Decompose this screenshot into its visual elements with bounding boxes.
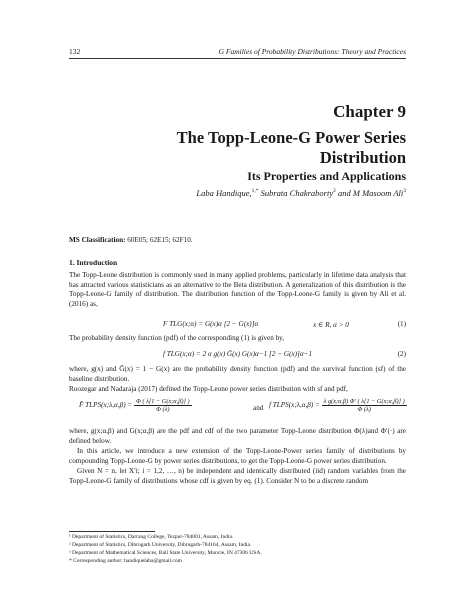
chapter-title-line1: The Topp-Leone-G Power Series bbox=[176, 128, 406, 147]
author-2: Subrata Chakraborty bbox=[258, 188, 334, 198]
equation-3-pdf-lhs: f TLPS(x;λ,α,β) = bbox=[269, 401, 320, 410]
section-heading: 1. Introduction bbox=[69, 258, 118, 267]
author-2-marks: 2 bbox=[333, 188, 336, 195]
equation-3-sf-denominator: Φ (λ) bbox=[156, 406, 170, 413]
equation-3-sf-lhs: F̄ TLPS(x;λ,α,β) = bbox=[79, 401, 133, 410]
intro-paragraph-5: where, g(x;α,β) and G(x;α,β) are the pdf and cdf of the two parameter Topp-Leone distribution Φ(λ)and Φ′(·) are defined below. bbox=[69, 427, 406, 445]
equation-3-sf-fraction bbox=[134, 398, 192, 413]
footnote-1: ¹ Department of Statistics, Darrang College, Tezpur-784001, Assam, India. bbox=[69, 534, 234, 540]
equation-2-body: f TLG(x;α) = 2 α g(x) Ḡ(x) G(x)α−1 [2 − G(x)]α−1 bbox=[163, 350, 313, 358]
header-rule bbox=[69, 58, 406, 59]
equation-3-pdf-fraction bbox=[322, 398, 407, 413]
equation-3-pdf bbox=[269, 398, 407, 413]
footnote-3: ³ Department of Mathematical Sciences, Ball State University, Muncie, IN 47306 USA. bbox=[69, 550, 262, 556]
author-3-marks: 3 bbox=[403, 188, 406, 195]
ms-classification-codes: 60E05; 62E15; 62F10. bbox=[125, 236, 193, 244]
footnote-corresponding: * Corresponding author: handiquelaba@gmail.com bbox=[69, 558, 182, 564]
equation-3-pdf-numerator: λ g(x;α,β) Φ′ ( λ[1 − G(x;α,β)] ) bbox=[323, 398, 405, 405]
ms-classification bbox=[69, 236, 193, 244]
author-3: and M Masoom Ali bbox=[335, 188, 404, 198]
page-number: 132 bbox=[69, 47, 81, 56]
equation-1-body: F TLG(x;α) = G(x)α [2 − G(x)]α bbox=[163, 320, 259, 328]
equation-3-pdf-denominator: Φ (λ) bbox=[357, 406, 371, 413]
equation-2 bbox=[69, 350, 406, 364]
equation-1 bbox=[69, 320, 406, 334]
intro-paragraph-1: The Topp-Leone distribution is commonly used in many applied problems, particularly in lifetime data analysis that has attracted various statisticians as an alternative to the Beta distribution. A generalization of this distribution is the Topp-Leone-G family of distribution. The distribution function of the Topp-Leone-G family is given by Ali et al. (2016) as, bbox=[69, 271, 406, 309]
intro-paragraph-3: where, g(x) and Ḡ(x) = 1 − G(x) are the probability density function (pdf) and the survival function (sf) of the baseline distribution. bbox=[69, 365, 406, 383]
equation-3-sf-numerator: Φ ( λ[1 − G(x;α,β)] ) bbox=[136, 398, 190, 405]
equation-3 bbox=[69, 396, 406, 422]
author-1-marks: 1,* bbox=[251, 188, 259, 195]
footnote-2: ² Department of Statistics, Dibrugarh University, Dibrugarh-784164, Assam, India. bbox=[69, 542, 252, 548]
equation-2-number: (2) bbox=[397, 350, 406, 358]
equation-1-condition: x ∈ R, α > 0 bbox=[313, 321, 349, 329]
equation-3-sf bbox=[79, 398, 192, 413]
book-title: G Families of Probability Distributions: Theory and Practices bbox=[218, 47, 406, 56]
intro-paragraph-6: In this article, we introduce a new extension of the Topp-Leone-Power series family of distributions by compounding Topp-Leone-G by power series distributions, to get the Topp-Leone-G power series distribution. bbox=[69, 447, 406, 465]
intro-paragraph-7: Given N = n, let X′i; i = 1,2, …, n) be independent and identically distributed (iid) random variables from the Topp-Leone-G family of distributions whose cdf is given by eq. (1). Consider N to be a discrete random bbox=[69, 467, 406, 485]
ms-classification-label: MS Classification: bbox=[69, 236, 126, 244]
intro-paragraph-4: Roozegar and Nadaraja (2017) defined the Topp-Leone power series distribution with sf and pdf, bbox=[69, 385, 348, 393]
equation-1-number: (1) bbox=[397, 320, 406, 328]
intro-paragraph-2: The probability density function (pdf) of the corresponding (1) is given by, bbox=[69, 334, 285, 342]
footnote-rule bbox=[69, 531, 155, 532]
chapter-title-line2: Distribution bbox=[319, 148, 406, 167]
author-list bbox=[196, 188, 406, 198]
chapter-subtitle: Its Properties and Applications bbox=[247, 169, 406, 183]
equation-3-and: and bbox=[253, 404, 264, 412]
chapter-label: Chapter 9 bbox=[333, 102, 406, 121]
author-1: Laba Handique, bbox=[196, 188, 252, 198]
